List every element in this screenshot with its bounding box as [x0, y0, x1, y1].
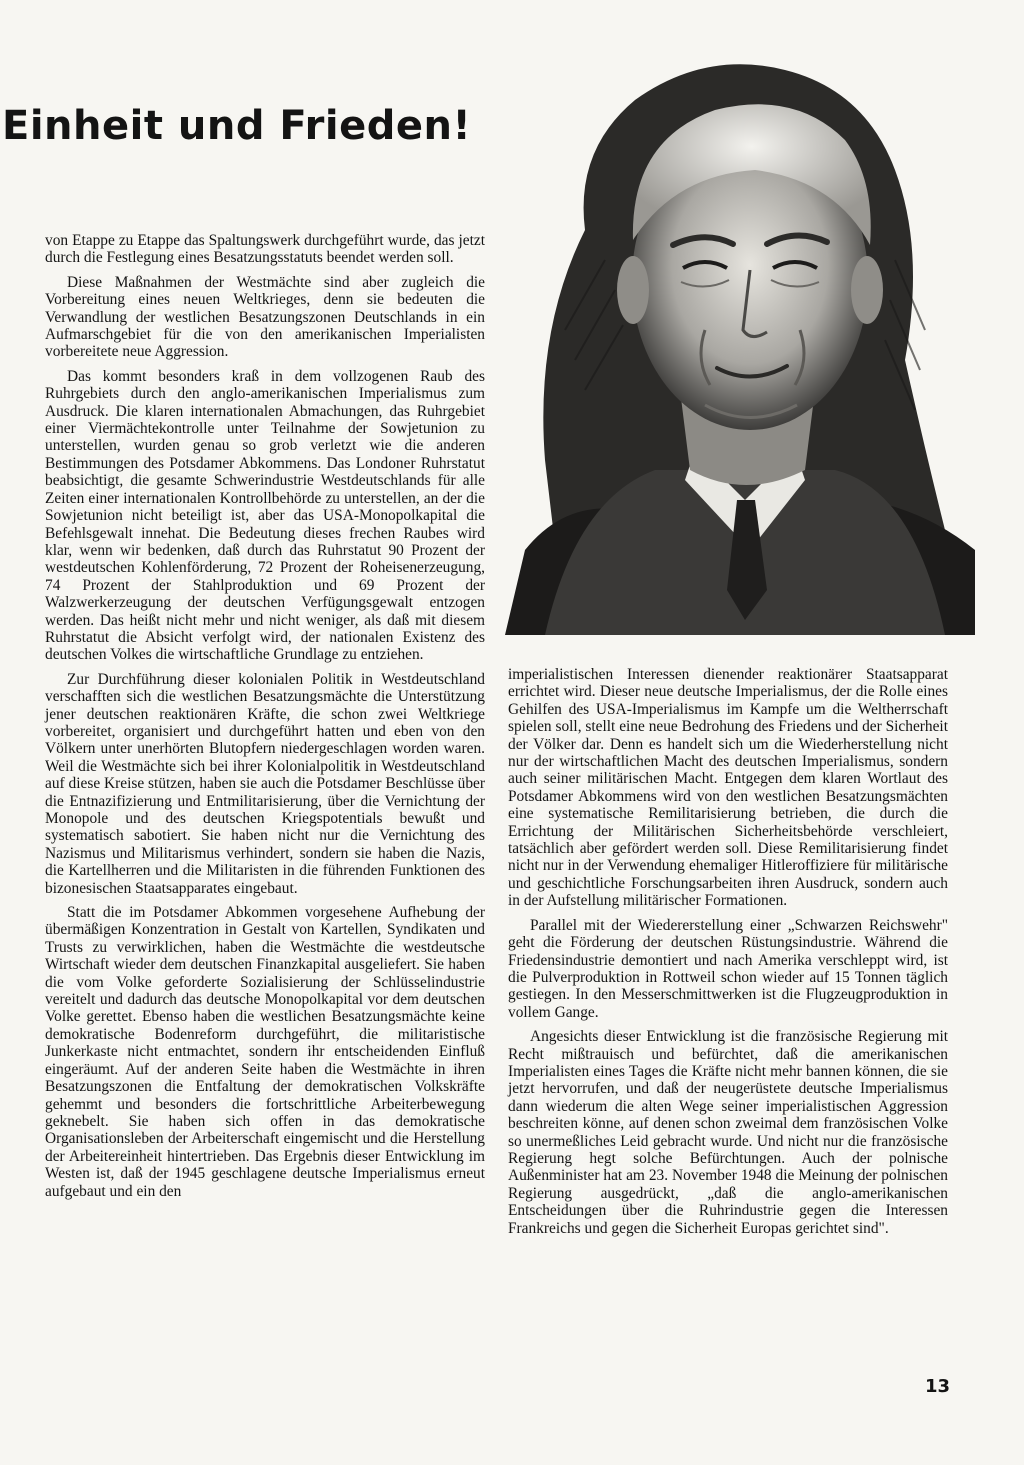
paragraph: Statt die im Potsdamer Abkommen vorgesehene Aufhebung der übermäßigen Konzentration in Gestalt von Kartellen, Syndikaten und Trusts zu verwirklichen, haben die Westmächte die westdeutsche Wirtschaft wieder dem deutschen Finanzkapital ausgeliefert. Sie haben die vom Volke geforderte Sozialisierung der Schlüsselindustrie vereitelt und dadurch das deutsche Monopolkapital vor dem deutschen Volke gerettet. Ebenso haben die westlichen Besatzungsmächte keine demokratische Bodenreform durchgeführt, die militaristische Junkerkaste nicht entmachtet, sondern ihr entscheidenden Einfluß eingeräumt. Auf der anderen Seite haben die Westmächte in ihren Besatzungszonen die Entfaltung der demokratischen Volkskräfte gehemmt und besonders die fortschrittliche Arbeiterbewegung geknebelt. Sie haben sich offen in das demokratische Organisationsleben der Arbeiterschaft eingemischt und die Herstellung der Arbeitereinheit hintertrieben. Das Ergebnis dieser Entwicklung im Westen ist, daß der 1945 geschlagene deutsche Imperialismus erneut aufgebaut und ein den — [45, 904, 485, 1200]
paragraph: Parallel mit der Wiedererstellung einer „Schwarzen Reichswehr" geht die Förderung der deutschen Rüstungsindustrie. Während die Friedensindustrie demontiert und nach Amerika verschleppt wird, ist die Pulverproduktion in Rottweil schon wieder auf 15 Tonnen täglich gestiegen. In den Messerschmittwerken ist die Flugzeugproduktion in vollem Gange. — [508, 916, 948, 1021]
left-column — [45, 232, 485, 1207]
paragraph: Diese Maßnahmen der Westmächte sind aber zugleich die Vorbereitung eines neuen Weltkrieges, denn sie bedeuten die Verwandlung der westlichen Besatzungszonen Deutschlands in ein Aufmarschgebiet für die von den amerikanischen Imperialisten vorbereitete neue Aggression. — [45, 273, 485, 361]
paragraph: imperialistischen Interessen dienender reaktionärer Staatsapparat errichtet wird. Dieser neue deutsche Imperialismus, der die Rolle eines Gehilfen des USA-Imperialismus im Kampfe um die Weltherrschaft spielen soll, stellt eine neue Bedrohung des Friedens und der Sicherheit der Völker dar. Denn es handelt sich um die Wiederherstellung nicht nur der wirtschaftlichen Macht des deutschen Imperialismus, sondern auch seiner militärischen Macht. Entgegen dem klaren Wortlaut des Potsdamer Abkommens wird von den westlichen Besatzungsmächten eine systematische Remilitarisierung betrieben, die durch die Errichtung der Militärischen Sicherheitsbehörde verschleiert, tatsächlich aber gefördert werden soll. Diese Remilitarisierung findet nicht nur in der Verwendung ehemaliger Hitleroffiziere für militärische und geschichtliche Forschungsarbeiten ihren Ausdruck, sondern auch in der Aufstellung militärischer Formationen. — [508, 666, 948, 910]
paragraph: Das kommt besonders kraß in dem vollzogenen Raub des Ruhrgebiets durch den anglo-amerikanischen Imperialismus zum Ausdruck. Die klaren internationalen Abmachungen, das Ruhrgebiet einer Viermächtekontrolle unter Teilnahme der Sowjetunion zu unterstellen, wurden genau so grob verletzt wie die anderen Bestimmungen des Potsdamer Abkommens. Das Londoner Ruhrstatut beabsichtigt, die gesamte Schwerindustrie Westdeutschlands für alle Zeiten einer internationalen Kontrollbehörde zu unterstellen, an der die Sowjetunion nicht beteiligt ist, aber das USA-Monopolkapital die Befehlsgewalt innehat. Die Bedeutung dieses frechen Raubes wird klar, wenn wir bedenken, daß durch das Ruhrstatut 90 Prozent der westdeutschen Kohlenförderung, 72 Prozent der Roheisenerzeugung, 74 Prozent der Stahlproduktion und 69 Prozent der Walzwerkerzeugung der deutschen Verfügungsgewalt entzogen werden. Das heißt nicht mehr und nicht weniger, als daß mit diesem Ruhrstatut die Absicht verfolgt wird, der nationalen Existenz des deutschen Volkes die wirtschaftliche Grundlage zu entziehen. — [45, 367, 485, 664]
portrait-drawing — [505, 30, 975, 635]
headline: Einheit und Frieden! — [2, 103, 472, 149]
paragraph: Zur Durchführung dieser kolonialen Politik in Westdeutschland verschafften sich die westlichen Besatzungsmächte die Unterstützung jener deutschen reaktionären Kräfte, die schon zwei Weltkriege vorbereitet, organisiert und durchgeführt hatten und eben von den Völkern unter unerhörten Blutopfern niedergeschlagen worden waren. Weil die Westmächte sich bei ihrer Kolonialpolitik in Westdeutschland auf diese Kreise stützen, haben sie auch die Potsdamer Beschlüsse über die Entnazifizierung und Entmilitarisierung, über die Vernichtung der Monopole und des deutschen Kriegspotentials bewußt und systematisch sabotiert. Sie haben nicht nur die Vernichtung des Nazismus und Militarismus verhindert, sondern sie haben die Nazis, die Kartellherren und die Militaristen in die führenden Funktionen des bizonesischen Staatsapparates eingebaut. — [45, 670, 485, 897]
right-column — [508, 666, 948, 1244]
page-number: 13 — [925, 1376, 951, 1397]
paragraph: Angesichts dieser Entwicklung ist die französische Regierung mit Recht mißtrauisch und befürchtet, daß die amerikanischen Imperialisten eines Tages die Kräfte nicht mehr bannen können, die sie jetzt hervorrufen, und daß der neugerüstete deutsche Imperialismus dann wiederum die alten Wege seiner imperialistischen Aggression beschreiten könne, auf denen schon zweimal dem französischen Volke so unermeßliches Leid gebracht wurde. Und nicht nur die französische Regierung hegt solche Befürchtungen. Auch der polnische Außenminister hat am 23. November 1948 die Meinung der polnischen Regierung ausgedrückt, „daß die anglo-amerikanischen Entscheidungen über die Ruhrindustrie gegen die Interessen Frankreichs und gegen die Sicherheit Europas gerichtet sind". — [508, 1028, 948, 1237]
paragraph: von Etappe zu Etappe das Spaltungswerk durchgeführt wurde, das jetzt durch die Festlegung eines Besatzungsstatuts beendet werden soll. — [45, 232, 485, 267]
